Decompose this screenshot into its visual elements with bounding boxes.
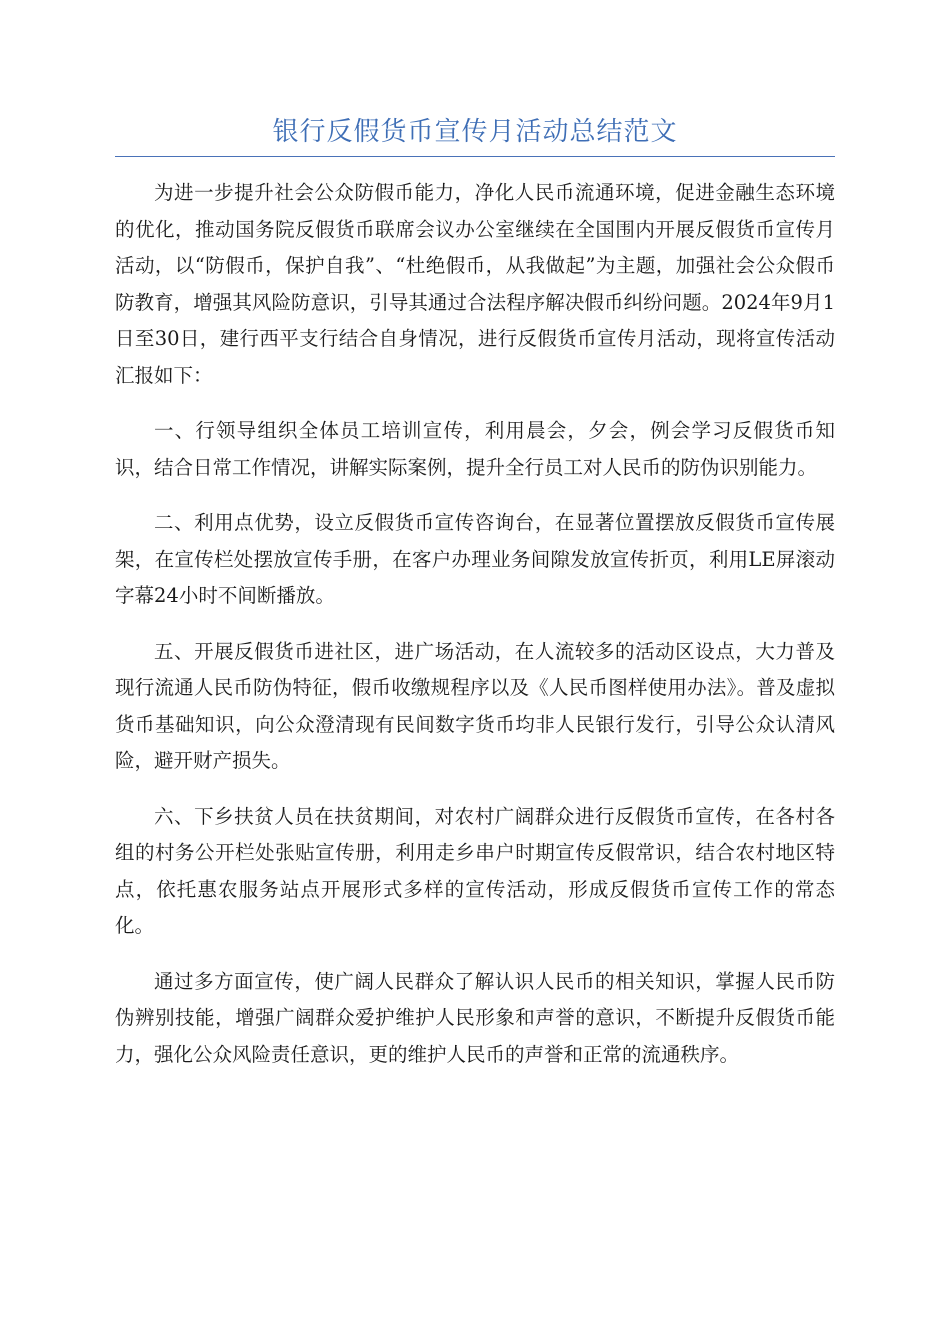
section-five-paragraph: 五、开展反假货币进社区，进广场活动，在人流较多的活动区设点，大力普及现行流通人民币防伪特征，假币收缴规程序以及《人民币图样使用办法》。普及虚拟货币基础知识，向公众澄清现有民间数字货币均非人民银行发行，引导公众认清风险，避开财产损失。 (115, 639, 835, 772)
conclusion-paragraph: 通过多方面宣传，使广阔人民群众了解认识人民币的相关知识，掌握人民币防伪辨别技能，增强广阔群众爱护维护人民形象和声誉的意识，不断提升反假货币能力，强化公众风险责任意识，更的维护人民币的声誉和正常的流通秩序。 (115, 969, 835, 1066)
section-one-paragraph: 一、行领导组织全体员工培训宣传，利用晨会，夕会，例会学习反假货币知识，结合日常工作情况，讲解实际案例，提升全行员工对人民币的防伪识别能力。 (115, 419, 835, 479)
document-body (115, 175, 835, 1092)
title-block (115, 112, 835, 157)
intro-paragraph: 为进一步提升社会公众防假币能力，净化人民币流通环境，促进金融生态环境的优化，推动国务院反假货币联席会议办公室继续在全国围内开展反假货币宣传月活动，以“防假币，保护自我”、“杜绝假币，从我做起”为主题，加强社会公众假币防教育，增强其风险防意识，引导其通过合法程序解决假币纠纷问题。2024年9月1日至30日，建行西平支行结合自身情况，进行反假货币宣传月活动，现将宣传活动汇报如下： (115, 181, 835, 387)
section-two-paragraph: 二、利用点优势，设立反假货币宣传咨询台，在显著位置摆放反假货币宣传展架，在宣传栏处摆放宣传手册，在客户办理业务间隙发放宣传折页，利用LE屏滚动字幕24小时不间断播放。 (115, 511, 835, 607)
document-title: 银行反假货币宣传月活动总结范文 (272, 117, 678, 147)
section-six-paragraph: 六、下乡扶贫人员在扶贫期间，对农村广阔群众进行反假货币宣传，在各村各组的村务公开栏处张贴宣传册，利用走乡串户时期宣传反假常识，结合农村地区特点，依托惠农服务站点开展形式多样的宣传活动，形成反假货币宣传工作的常态化。 (115, 804, 835, 937)
